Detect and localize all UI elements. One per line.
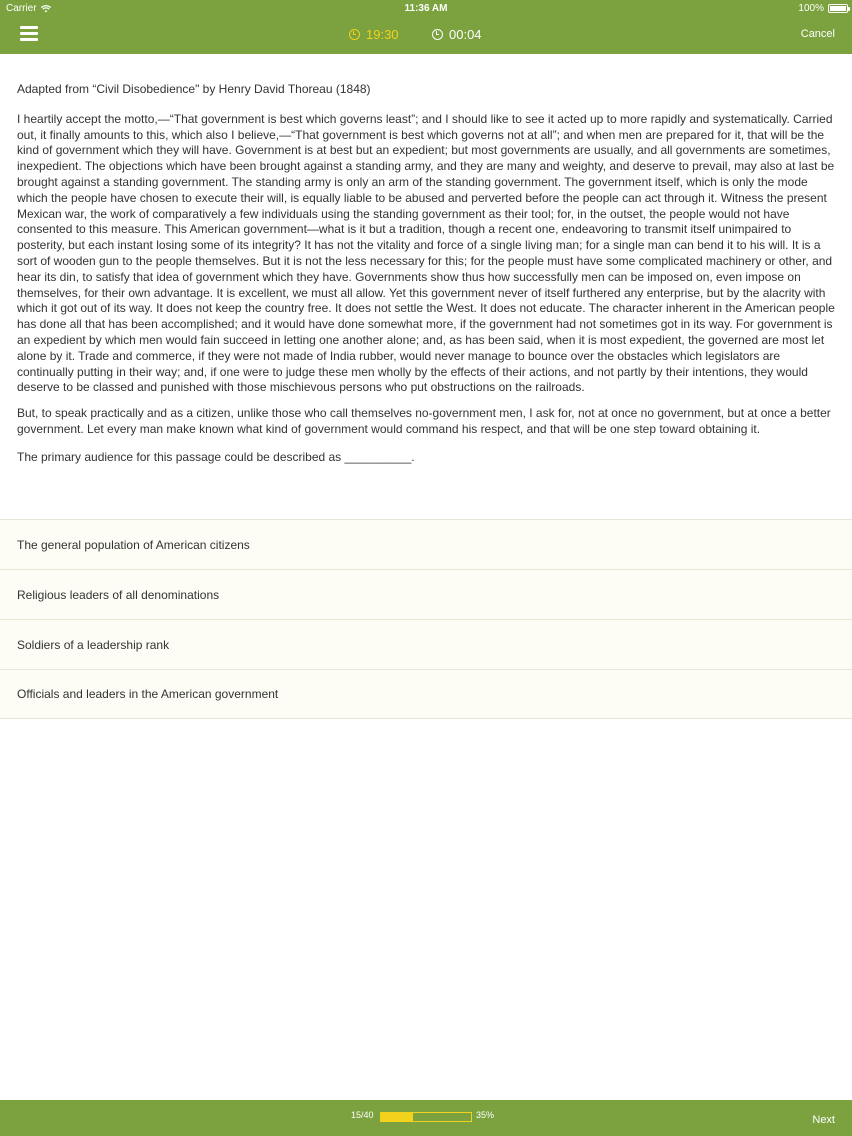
progress-percent: 35% [476,1110,495,1120]
clock-icon [432,29,443,40]
progress-bar [380,1112,472,1122]
answer-option[interactable] [0,519,852,569]
answer-options [0,519,852,719]
next-button[interactable]: Next [812,1114,835,1126]
passage-paragraph: But, to speak practically and as a citizen, unlike those who call themselves no-government men, I ask for, not at once no government, but at once a better government. Let every man make known what kind of government would command his respect, and that will be one step toward obtaining it. [17,406,831,436]
total-timer [349,27,399,42]
nav-row [0,16,852,54]
top-bar [0,0,852,54]
carrier-label: Carrier [6,3,37,14]
answer-option-label: Soldiers of a leadership rank [17,637,170,652]
progress-bar-fill [381,1113,413,1121]
total-time-value: 19:30 [366,27,399,42]
passage-source: Adapted from “Civil Disobedience" by Henry David Thoreau (1848) [17,82,371,96]
answer-option[interactable] [0,669,852,719]
question-prompt: The primary audience for this passage could be described as __________. [17,449,415,464]
elapsed-timer [432,27,482,42]
battery-icon [828,4,848,13]
bottom-bar [0,1100,852,1136]
answer-option[interactable] [0,569,852,619]
passage-paragraph: I heartily accept the motto,—“That government is best which governs least”; and I should like to see it acted up to more rapidly and systematically. Carried out, it finally amounts to this, which also I believe,—“That government is best which governs not at all”; and when men are prepared for it, that will be the kind of government which they will have. Government is at best but an expedient; but most governments are usually, and all governments are sometimes, inexpedient. The objections which have been brought against a standing army, and they are many and weighty, and deserve to prevail, may also at last be brought against a standing government. The standing army is only an arm of the standing government. The government itself, which is only the mode which the people have chosen to execute their will, is equally liable to be abused and perverted before the people can act through it. Witness the present Mexican war, the work of comparatively a few individuals using the standing government as their tool; for, in the outset, the people would not have consented to this measure. This American government—what is it but a tradition, though a recent one, endeavoring to transmit itself unimpaired to posterity, but each instant losing some of its integrity? It has not the vitality and force of a single living man; for a single man can bend it to his will. It is a sort of wooden gun to the people themselves. But it is not the less necessary for this; for the people must have some complicated machinery or other, and hear its din, to satisfy that idea of government which they have. Governments show thus how successfully men can be imposed on, even impose on themselves, for their own advantage. It is excellent, we must all allow. Yet this government never of itself furthered any enterprise, but by the alacrity with which it got out of its way. It does not keep the country free. It does not settle the West. It does not educate. The character inherent in the American people has done all that has been accomplished; and it would have done somewhat more, if the government had not sometimes got in its way. For government is an expedient by which men would fain succeed in letting one another alone; and, as has been said, when it is most expedient, the governed are most let alone by it. Trade and commerce, if they were not made of India rubber, would never manage to bounce over the obstacles which legislators are continually putting in their way; and, if one were to judge these men wholly by the effects of their actions, and not partly by their intentions, they would deserve to be classed and punished with those mischievous persons who put obstructions on the railroads. [17,111,835,395]
status-bar [0,0,852,16]
battery-indicator [798,3,848,14]
elapsed-time-value: 00:04 [449,27,482,42]
question-counter: 15/40 [351,1110,374,1120]
menu-icon[interactable] [20,26,38,42]
clock-icon [349,29,360,40]
answer-option-label: Religious leaders of all denominations [17,587,220,602]
passage-content [17,82,837,466]
status-time: 11:36 AM [404,3,448,14]
answer-option[interactable] [0,619,852,669]
cancel-button[interactable]: Cancel [800,28,835,40]
answer-option-label: The general population of American citizens [17,537,250,552]
battery-percent: 100% [798,3,824,14]
answer-option-label: Officials and leaders in the American government [17,687,279,701]
